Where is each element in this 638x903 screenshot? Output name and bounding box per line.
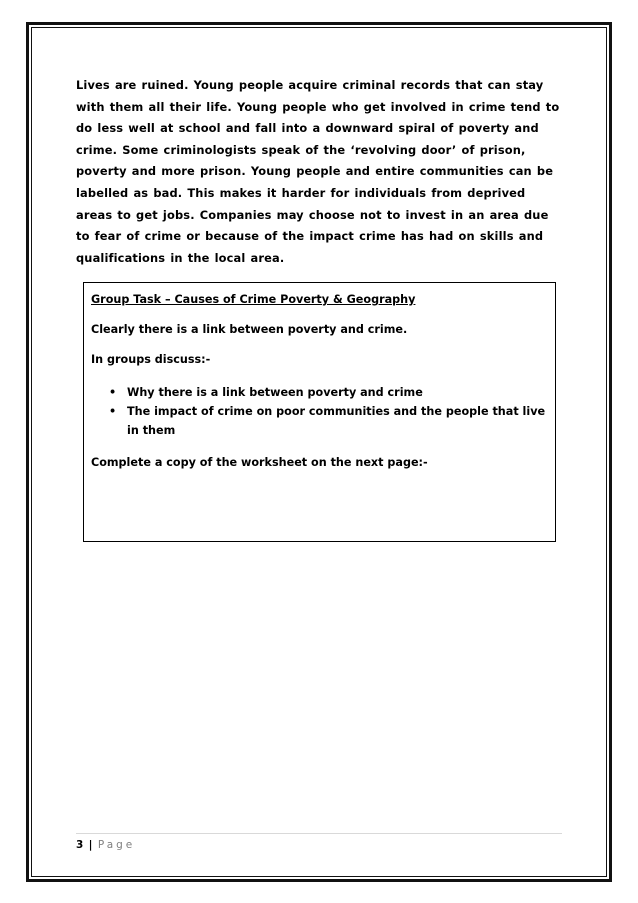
list-item-text: The impact of crime on poor communities and the people that live in them [127,405,546,437]
task-worksheet-note: Complete a copy of the worksheet on the next page:- [91,456,428,469]
task-statement: Clearly there is a link between poverty and crime. [91,323,408,336]
bullet-icon: • [109,386,117,399]
task-instruction: In groups discuss:- [91,353,211,366]
task-bullet-list [91,383,547,440]
page-number: 3 [76,839,84,851]
footer-separator: | [88,839,93,851]
bullet-icon: • [109,405,117,418]
footer-divider [76,833,562,834]
list-item [91,383,547,402]
list-item [91,402,547,440]
task-title: Group Task – Causes of Crime Poverty & Geography [91,293,416,306]
body-paragraph: Lives are ruined. Young people acquire criminal records that can stay with them all their life. Young people who get involved in crime tend to do less well at school and fall into a downward spiral of poverty and crime. Some criminologists speak of the ‘revolving door’ of prison, poverty and more prison. Young people and entire communities can be labelled as bad. This makes it harder for individuals from deprived areas to get jobs. Companies may choose not to invest in an area due to fear of crime or because of the impact crime has had on skills and qualifications in the local area. [76,78,560,265]
page-footer [76,838,135,852]
list-item-text: Why there is a link between poverty and crime [127,386,423,399]
group-task-box [83,282,556,542]
page-label: Page [97,839,136,851]
